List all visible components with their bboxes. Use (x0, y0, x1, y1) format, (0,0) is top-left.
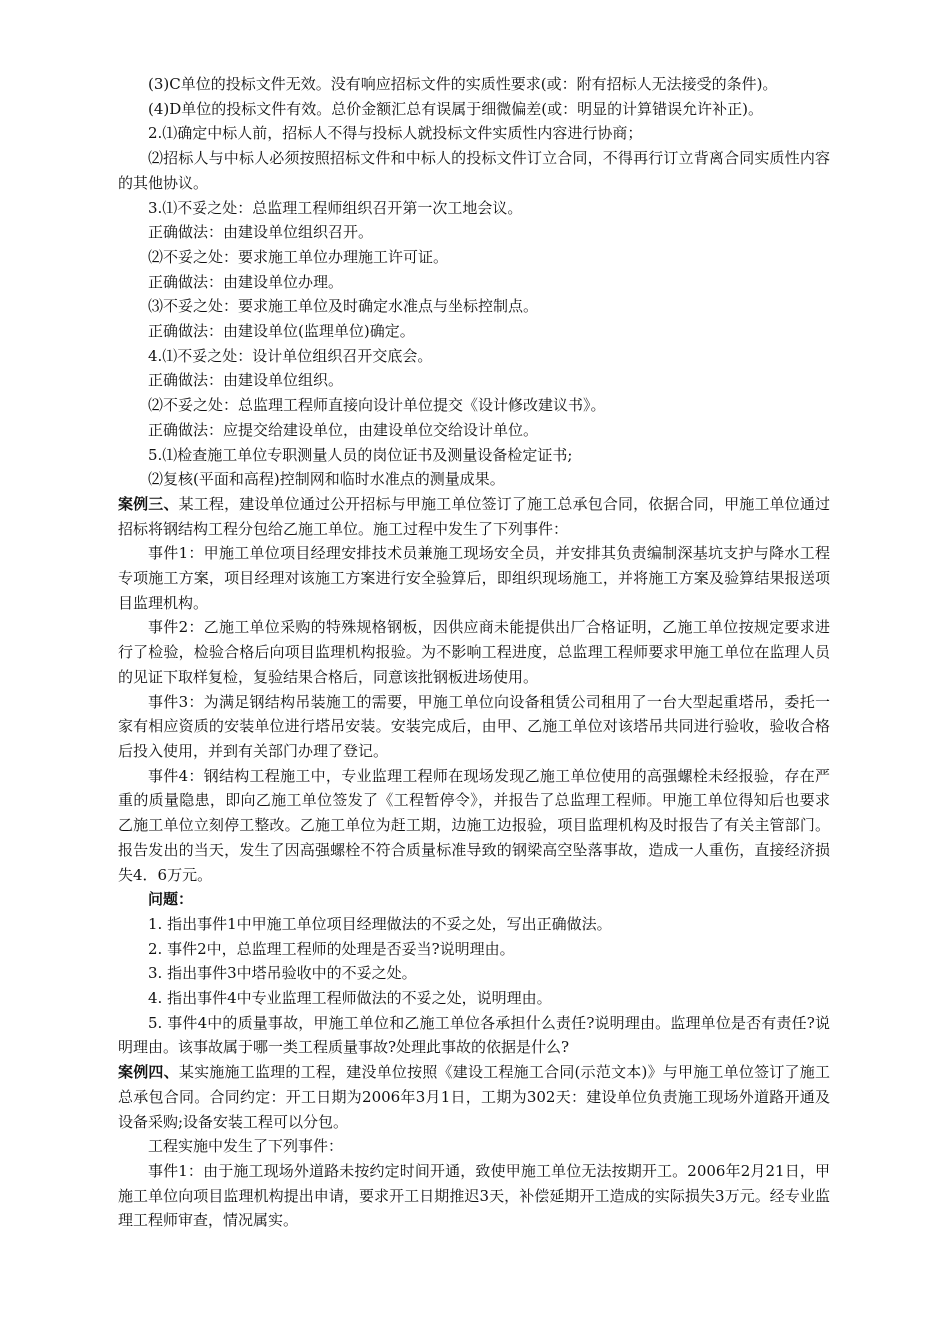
answer-line: ⑶不妥之处：要求施工单位及时确定水准点与坐标控制点。 (148, 297, 539, 316)
case4-intro (118, 1060, 830, 1134)
answer-line: 正确做法：由建设单位组织召开。 (148, 223, 374, 242)
answer-line: ⑵不妥之处：要求施工单位办理施工许可证。 (148, 247, 449, 266)
case3-event: 事件1：甲施工单位项目经理安排技术员兼施工现场安全员，并安排其负责编制深基坑支护与降水工程专项施工方案，项目经理对该施工方案进行安全验算后，即组织现场施工，并将施工方案及验算结果报送项目监理机构。 (118, 544, 830, 612)
case4-label: 案例四、 (118, 1063, 179, 1082)
case4-event: 事件1：由于施工现场外道路未按约定时间开通，致使甲施工单位无法按期开工。2006年2月21日，甲施工单位向项目监理机构提出申请，要求开工日期推迟3天，补偿延期开工造成的实际损失3万元。经专业监理工程师审查，情况属实。 (118, 1161, 830, 1230)
case4-intro-text: 某实施施工监理的工程，建没单位按照《建设工程施工合同(示范文本)》与甲施工单位签订了施工总承包合同。合同约定：开工日期为2006年3月1日，工期为302天：建设单位负责施工现场外道路开通及设备采购;设备安装工程可以分包。 (118, 1063, 830, 1131)
question-item: 2. 事件2中，总监理工程师的处理是否妥当?说明理由。 (148, 939, 515, 958)
case3-label: 案例三、 (118, 494, 179, 513)
case3-event: 事件3：为满足钢结构吊装施工的需要，甲施工单位向设备租赁公司租用了一台大型起重塔吊，委托一家有相应资质的安装单位进行塔吊安装。安装完成后，由甲、乙施工单位对该塔吊共同进行验收，验收合格后投入使用，并到有关部门办理了登记。 (118, 692, 830, 760)
case3-intro (118, 492, 830, 541)
answer-line: 正确做法：由建设单位办理。 (148, 272, 344, 291)
question-item: 4. 指出事件4中专业监理工程师做法的不妥之处，说明理由。 (148, 989, 552, 1008)
answer-line: 4.⑴不妥之处：设计单位组织召开交底会。 (148, 346, 433, 365)
answer-line: 5.⑴检查施工单位专职测量人员的岗位证书及测量设备检定证书; (148, 445, 573, 464)
case3-intro-text: 某工程，建设单位通过公开招标与甲施工单位签订了施工总承包合同，依据合同，甲施工单位通过招标将钢结构工程分包给乙施工单位。施工过程中发生了下列事件： (118, 494, 830, 538)
answer-line: (4)D单位的投标文件有效。总价金额汇总有误属于细微偏差(或：明显的计算错误允许补正)。 (148, 99, 763, 118)
case4-lead: 工程实施中发生了下列事件： (148, 1137, 344, 1156)
answer-line: ⑵不妥之处：总监理工程师直接向设计单位提交《设计修改建议书》。 (148, 396, 606, 415)
question-item: 1. 指出事件1中甲施工单位项目经理做法的不妥之处，写出正确做法。 (148, 914, 612, 933)
case3-event: 事件2：乙施工单位采购的特殊规格钢板，因供应商未能提供出厂合格证明，乙施工单位按规定要求进行了检验，检验合格后向项目监理机构报验。为不影响工程进度，总监理工程师要求甲施工单位在监理人员的见证下取样复检，复验结果合格后，同意该批钢板进场使用。 (118, 618, 830, 686)
answer-line: 3.⑴不妥之处：总监理工程师组织召开第一次工地会议。 (148, 198, 523, 217)
answer-line: ⑵复核(平面和高程)控制网和临时水准点的测量成果。 (148, 470, 505, 489)
question-item: 5. 事件4中的质量事故，甲施工单位和乙施工单位各承担什么责任?说明理由。监理单位是否有责任?说明理由。该事故属于哪一类工程质量事故?处理此事故的依据是什么? (118, 1013, 830, 1057)
answer-line: ⑵招标人与中标人必须按照招标文件和中标人的投标文件订立合同，不得再行订立背离合同实质性内容的其他协议。 (118, 149, 830, 192)
question-item: 3. 指出事件3中塔吊验收中的不妥之处。 (148, 964, 417, 983)
document-page (118, 72, 830, 1233)
answer-line: 正确做法：由建设单位(监理单位)确定。 (148, 322, 415, 341)
answer-line: 正确做法：由建设单位组织。 (148, 371, 344, 390)
answer-line: 正确做法：应提交给建设单位，由建设单位交给设计单位。 (148, 420, 539, 439)
answer-line: 2.⑴确定中标人前，招标人不得与投标人就投标文件实质性内容进行协商； (148, 124, 643, 143)
case3-event: 事件4：钢结构工程施工中，专业监理工程师在现场发现乙施工单位使用的高强螺栓未经报验，存在严重的质量隐患，即向乙施工单位签发了《工程暂停令》，并报告了总监理工程师。甲施工单位得知后也要求乙施工单位立刻停工整改。乙施工单位为赶工期，边施工边报验，项目监理机构及时报告了有关主管部门。报告发出的当天，发生了因高强螺栓不符合质量标准导致的钢梁高空坠落事故，造成一人重伤，直接经济损失4．6万元。 (118, 766, 830, 884)
questions-heading: 问题： (148, 890, 194, 909)
answer-line: (3)C单位的投标文件无效。没有响应招标文件的实质性要求(或：附有招标人无法接受的条件)。 (148, 75, 778, 93)
